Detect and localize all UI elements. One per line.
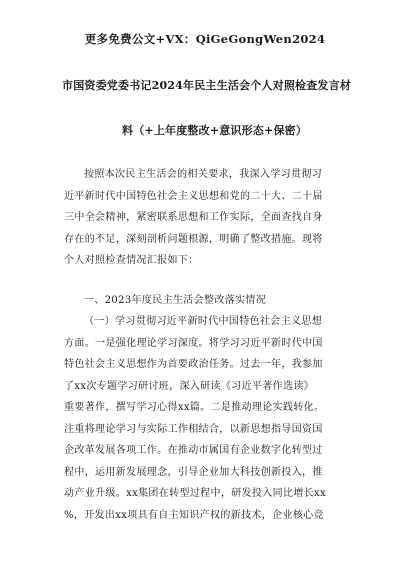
- section-heading: [64, 290, 364, 312]
- text-line: 近平新时代中国特色社会主义思想和党的二十大、二十届: [64, 190, 323, 202]
- document-title-line-1: 市国资委党委书记2024年民主生活会个人对照检查发言材: [62, 79, 352, 92]
- text-line: （一）学习贯彻习近平新时代中国特色社会主义思想: [84, 316, 323, 327]
- text-line: 重要著作，撰写学习心得xx篇。二是推动理论实践转化。: [64, 402, 325, 413]
- text-line: 动产业升级。xx集团在转型过程中，研发投入同比增长xx: [64, 488, 327, 499]
- document-title-line-2: 料（+上年度整改+意识形态+保密）: [122, 124, 308, 137]
- text-line: 存在的不足，深刻剖析问题根源，明确了整改措施。现将: [64, 233, 323, 245]
- text-line: 了xx次专题学习研讨班，深入研读《习近平著作选读》: [64, 380, 315, 392]
- text-line: 企改革发展各项工作。在推动市属国有企业数字化转型过: [64, 445, 323, 456]
- paragraph-section-1: [64, 311, 364, 526]
- text-line: 特色社会主义思想作为首要政治任务。过去一年，我参加: [64, 359, 323, 370]
- text-line: 注重将理论学习与实际工作相结合，以新思想指导国资国: [64, 423, 323, 435]
- text-line: 程中，运用新发展理念，引导企业加大科技创新投入，推: [64, 466, 323, 478]
- text-line: %，开发出xx项具有自主知识产权的新技术，企业核心竞: [64, 509, 324, 521]
- text-line: 三中全会精神，紧密联系思想和工作实际，全面查找自身: [64, 212, 323, 223]
- text-line: 个人对照检查情况汇报如下：: [64, 255, 199, 266]
- text-line: 按照本次民主生活会的相关要求，我深入学习贯彻习: [84, 169, 323, 180]
- document-header: 更多免费公文+VX：QiGeGongWen2024: [84, 32, 326, 46]
- text-line: 方面。一是强化理论学习深度。将学习习近平新时代中国: [64, 337, 323, 349]
- paragraph-intro: [64, 164, 364, 272]
- section-heading-text: 一、2023年度民主生活会整改落实情况: [84, 295, 267, 306]
